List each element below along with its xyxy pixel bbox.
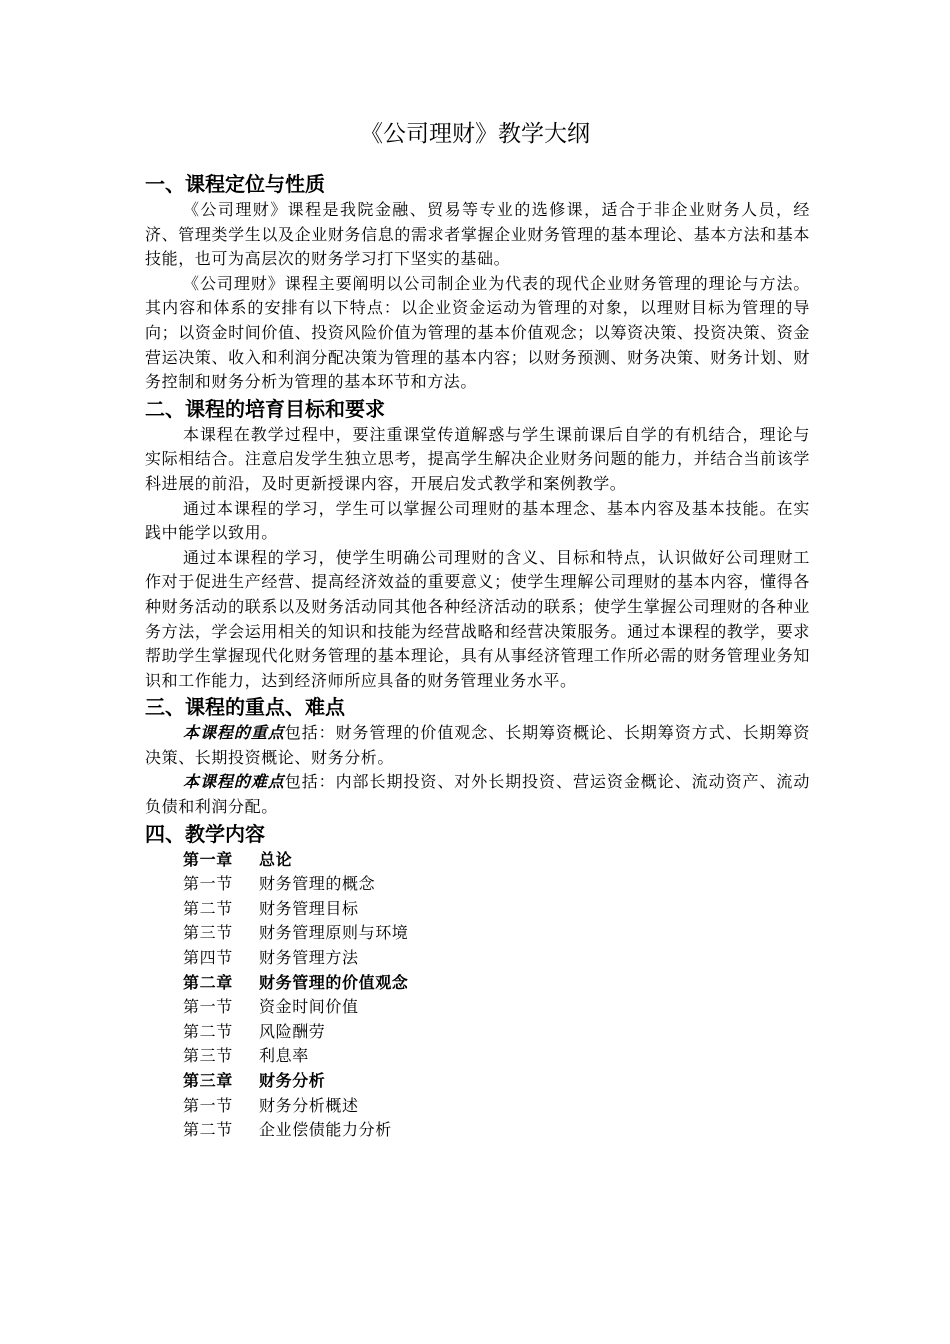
line-number-label: 第二节 bbox=[183, 898, 233, 918]
line-title: 利息率 bbox=[259, 1046, 309, 1066]
line-title: 财务分析 bbox=[259, 1071, 326, 1090]
line-number-label: 第二节 bbox=[183, 1021, 233, 1041]
line-number-label: 第一节 bbox=[183, 1095, 233, 1115]
section-line bbox=[145, 872, 810, 897]
teaching-content-list bbox=[145, 848, 810, 1143]
line-title: 财务管理的价值观念 bbox=[259, 972, 409, 992]
line-number-label: 第四节 bbox=[183, 948, 233, 968]
paragraph: 《公司理财》课程是我院金融、贸易等专业的选修课，适合于非企业财务人员，经济、管理类学生以及企业财务信息的需求者掌握企业财务管理的基本理论、基本方法和基本技能，也可为高层次的财务学习打下坚实的基础。 bbox=[145, 200, 810, 269]
line-title: 总论 bbox=[259, 849, 293, 869]
paragraph: 通过本课程的学习，使学生明确公司理财的含义、目标和特点，认识做好公司理财工作对于促进生产经营、提高经济效益的重要意义；使学生理解公司理财的基本内容，懂得各种财务活动的联系以及财务活动同其他各种经济活动的联系；使学生掌握公司理财的各种业务方法，学会运用相关的知识和技能为经营战略和经营决策服务。通过本课程的教学，要求帮助学生掌握现代化财务管理的基本理论，具有从事经济管理工作所必需的财务管理业务知识和工作能力，达到经济师所应具备的财务管理业务水平。 bbox=[145, 547, 810, 690]
line-title: 财务管理原则与环境 bbox=[259, 923, 409, 943]
difficult-points-text: 包括：内部长期投资、对外长期投资、营运资金概论、流动资产、流动负债和利润分配。 bbox=[145, 772, 810, 817]
section-line bbox=[145, 1118, 810, 1143]
line-number-label: 第三章 bbox=[183, 1071, 233, 1090]
paragraph: 本课程在教学过程中，要注重课堂传道解惑与学生课前课后自学的有机结合，理论与实际相结合。注意启发学生独立思考，提高学生解决企业财务问题的能力，并结合当前该学科进展的前沿，及时更新授课内容，开展启发式教学和案例教学。 bbox=[145, 424, 810, 493]
section-line bbox=[145, 1094, 810, 1119]
line-title: 企业偿债能力分析 bbox=[259, 1120, 392, 1140]
document-title: 《公司理财》教学大纲 bbox=[360, 121, 590, 147]
section-heading-positioning: 一、课程定位与性质 bbox=[145, 172, 325, 196]
section-heading-key-points: 三、课程的重点、难点 bbox=[145, 695, 345, 720]
section-line bbox=[145, 1020, 810, 1045]
line-number-label: 第一节 bbox=[183, 874, 233, 894]
difficult-points-label: 本课程的难点 bbox=[183, 772, 285, 792]
line-title: 资金时间价值 bbox=[259, 997, 359, 1017]
key-points-label: 本课程的重点 bbox=[183, 723, 285, 743]
chapter-line bbox=[145, 971, 810, 996]
line-number-label: 第二节 bbox=[183, 1120, 233, 1140]
line-title: 财务管理目标 bbox=[259, 898, 359, 918]
line-title: 风险酬劳 bbox=[259, 1021, 326, 1041]
section-line bbox=[145, 995, 810, 1020]
chapter-line bbox=[145, 1069, 810, 1094]
line-title: 财务管理的概念 bbox=[259, 874, 376, 894]
document-body bbox=[145, 170, 810, 1143]
line-number-label: 第一节 bbox=[183, 997, 233, 1017]
chapter-line bbox=[145, 848, 810, 873]
line-title: 财务管理方法 bbox=[259, 948, 359, 968]
section-line bbox=[145, 946, 810, 971]
line-number-label: 第一章 bbox=[183, 849, 233, 869]
section-heading-content: 四、教学内容 bbox=[145, 821, 265, 846]
section-line bbox=[145, 921, 810, 946]
key-points-paragraph bbox=[145, 721, 810, 770]
line-number-label: 第三节 bbox=[183, 923, 233, 943]
key-points-text: 包括：财务管理的价值观念、长期筹资概论、长期筹资方式、长期筹资决策、长期投资概论、财务分析。 bbox=[145, 723, 810, 767]
section-heading-objectives: 二、课程的培育目标和要求 bbox=[145, 396, 385, 421]
line-title: 财务分析概述 bbox=[259, 1095, 359, 1115]
difficult-points-paragraph bbox=[145, 770, 810, 819]
line-number-label: 第三节 bbox=[183, 1046, 233, 1066]
paragraph: 《公司理财》课程主要阐明以公司制企业为代表的现代企业财务管理的理论与方法。其内容和体系的安排有以下特点：以企业资金运动为管理的对象，以理财目标为管理的导向；以资金时间价值、投资风险价值为管理的基本价值观念；以筹资决策、投资决策、资金营运决策、收入和利润分配决策为管理的基本内容；以财务预测、财务决策、财务计划、财务控制和财务分析为管理的基本环节和方法。 bbox=[145, 273, 810, 392]
section-line bbox=[145, 1044, 810, 1069]
section-line bbox=[145, 897, 810, 922]
line-number-label: 第二章 bbox=[183, 972, 233, 992]
paragraph: 通过本课程的学习，学生可以掌握公司理财的基本理念、基本内容及基本技能。在实践中能学以致用。 bbox=[145, 498, 810, 543]
